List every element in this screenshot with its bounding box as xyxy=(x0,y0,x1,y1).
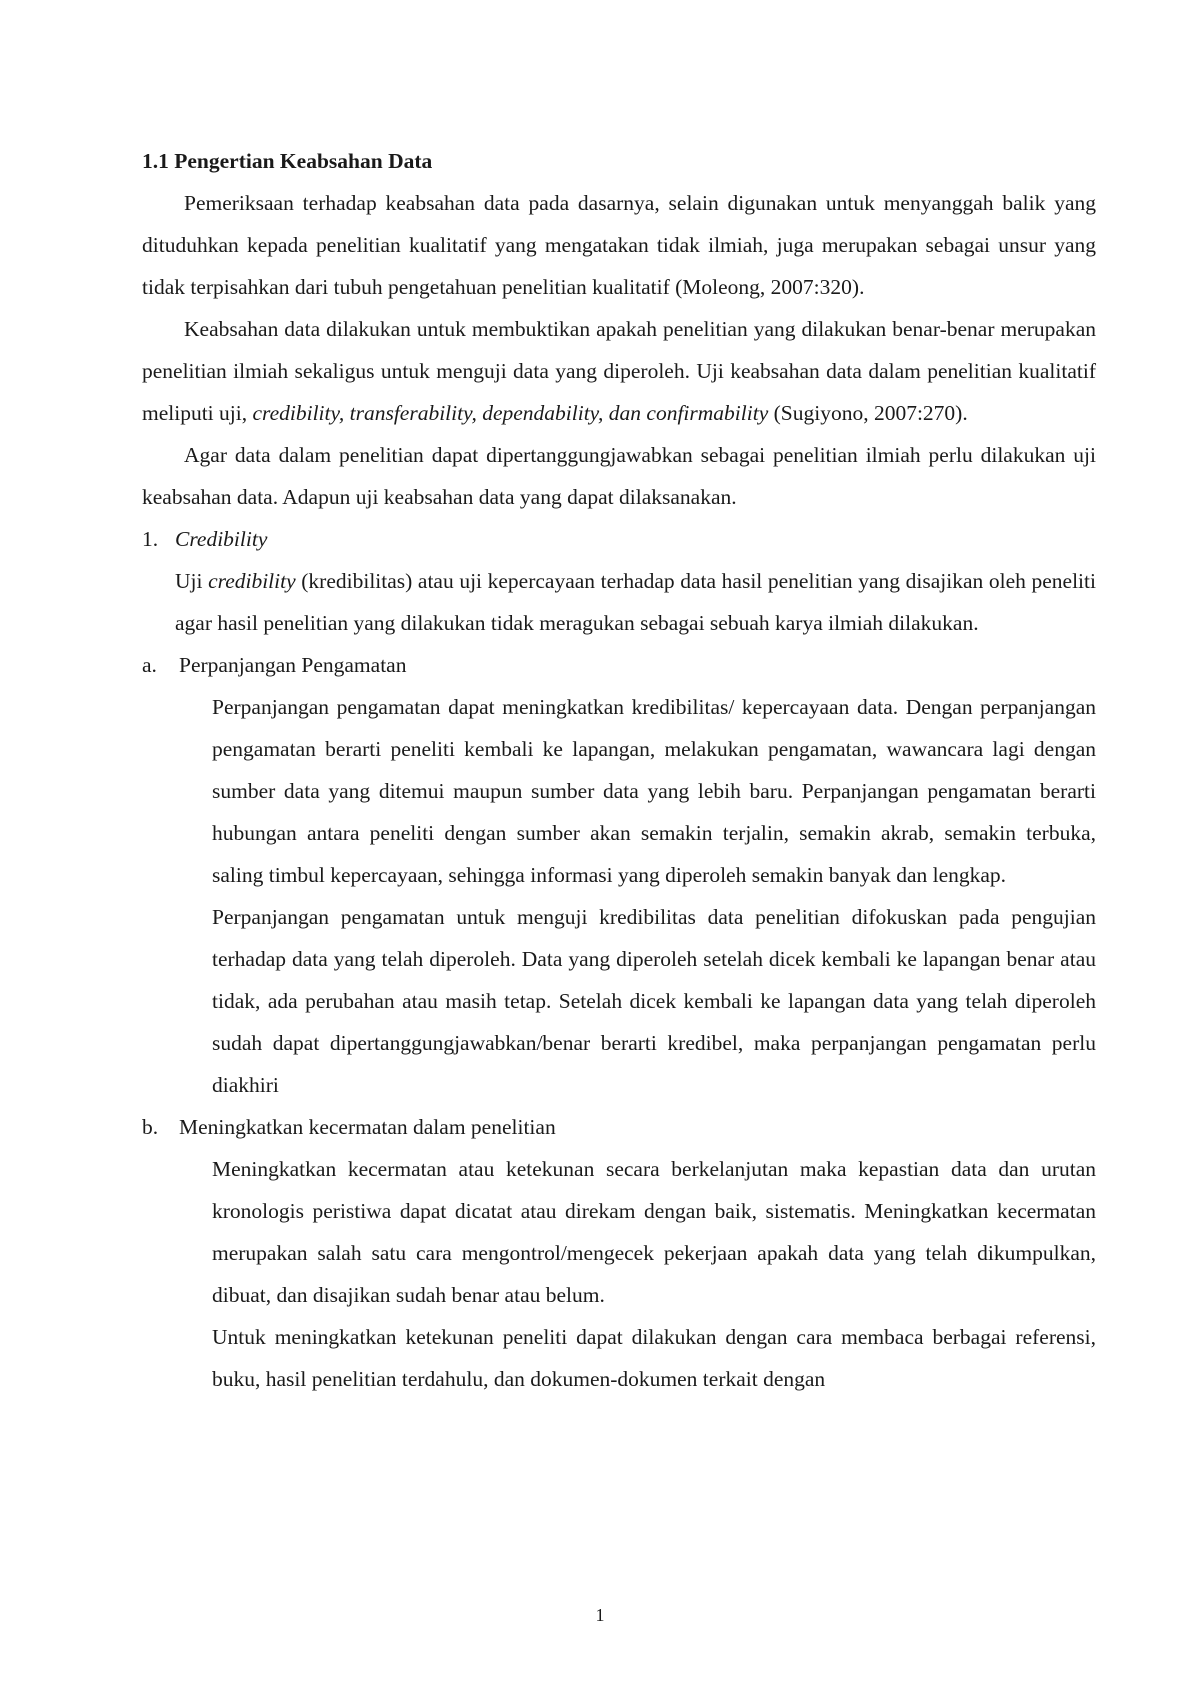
paragraph-1: Pemeriksaan terhadap keabsahan data pada dasarnya, selain digunakan untuk menyanggah balik yang dituduhkan kepada penelitian kualitatif yang mengatakan tidak ilmiah, juga merupakan sebagai unsur yang tidak terpisahkan dari tubuh pengetahuan penelitian kualitatif (Moleong, 2007:320). xyxy=(142,191,1096,299)
sub-item-b-letter: b. xyxy=(142,1115,159,1139)
paragraph-2 xyxy=(142,308,1096,434)
sub-item-a-paragraph-2: Perpanjangan pengamatan untuk menguji kredibilitas data penelitian difokuskan pada pengujian terhadap data yang telah diperoleh. Data yang diperoleh setelah dicek kembali ke lapangan benar atau tidak, ada perubahan atau masih tetap. Setelah dicek kembali ke lapangan data yang telah diperoleh sudah dapat dipertanggungjawabkan/benar berarti kredibel, maka perpanjangan pengamatan perlu diakhiri xyxy=(212,905,1096,1097)
sub-item-a xyxy=(142,644,1096,686)
credibility-desc-rest: (kredibilitas) atau uji kepercayaan terhadap data hasil penelitian yang disajikan oleh peneliti agar hasil penelitian yang dilakukan tidak meragukan sebagai sebuah karya ilmiah dilakukan. xyxy=(175,569,1096,635)
section-heading: 1.1 Pengertian Keabsahan Data xyxy=(142,149,433,173)
page-number: 1 xyxy=(595,1605,605,1625)
credibility-desc-text: Uji xyxy=(175,569,209,593)
credibility-desc-italic: credibility xyxy=(208,569,296,593)
sub-item-a-letter: a. xyxy=(142,653,157,677)
sub-item-a-title: Perpanjangan Pengamatan xyxy=(179,653,407,677)
list-item-number: 1. xyxy=(142,527,159,551)
paragraph-2-text: Keabsahan data dilakukan untuk membuktikan apakah penelitian yang dilakukan benar-benar merupakan penelitian ilmiah sekaligus untuk menguji data yang diperoleh. Uji keabsahan data dalam penelitian kualitatif meliputi uji, xyxy=(142,317,1096,425)
sub-item-b-paragraph-1: Meningkatkan kecermatan atau ketekunan secara berkelanjutan maka kepastian data dan urutan kronologis peristiwa dapat dicatat atau direkam dengan baik, sistematis. Meningkatkan kecermatan merupakan salah satu cara mengontrol/mengecek pekerjaan apakah data yang telah dikumpulkan, dibuat, dan disajikan sudah benar atau belum. xyxy=(212,1157,1096,1307)
document-body xyxy=(142,140,1096,1400)
sub-item-b xyxy=(142,1106,1096,1148)
sub-item-b-title: Meningkatkan kecermatan dalam penelitian xyxy=(179,1115,556,1139)
list-item-title: Credibility xyxy=(175,527,268,551)
paragraph-2-citation: (Sugiyono, 2007:270). xyxy=(768,401,968,425)
paragraph-3: Agar data dalam penelitian dapat dipertanggungjawabkan sebagai penelitian ilmiah perlu dilakukan uji keabsahan data. Adapun uji keabsahan data yang dapat dilaksanakan. xyxy=(142,443,1096,509)
list-item-credibility xyxy=(142,518,1096,560)
paragraph-2-italic-terms: credibility, transferability, dependability, dan confirmability xyxy=(252,401,769,425)
sub-item-b-paragraph-2: Untuk meningkatkan ketekunan peneliti dapat dilakukan dengan cara membaca berbagai referensi, buku, hasil penelitian terdahulu, dan dokumen-dokumen terkait dengan xyxy=(212,1325,1096,1391)
credibility-description xyxy=(175,560,1096,644)
sub-item-a-paragraph-1: Perpanjangan pengamatan dapat meningkatkan kredibilitas/ kepercayaan data. Dengan perpanjangan pengamatan berarti peneliti kembali ke lapangan, melakukan pengamatan, wawancara lagi dengan sumber data yang ditemui maupun sumber data yang lebih baru. Perpanjangan pengamatan berarti hubungan antara peneliti dengan sumber akan semakin terjalin, semakin akrab, semakin terbuka, saling timbul kepercayaan, sehingga informasi yang diperoleh semakin banyak dan lengkap. xyxy=(212,695,1096,887)
